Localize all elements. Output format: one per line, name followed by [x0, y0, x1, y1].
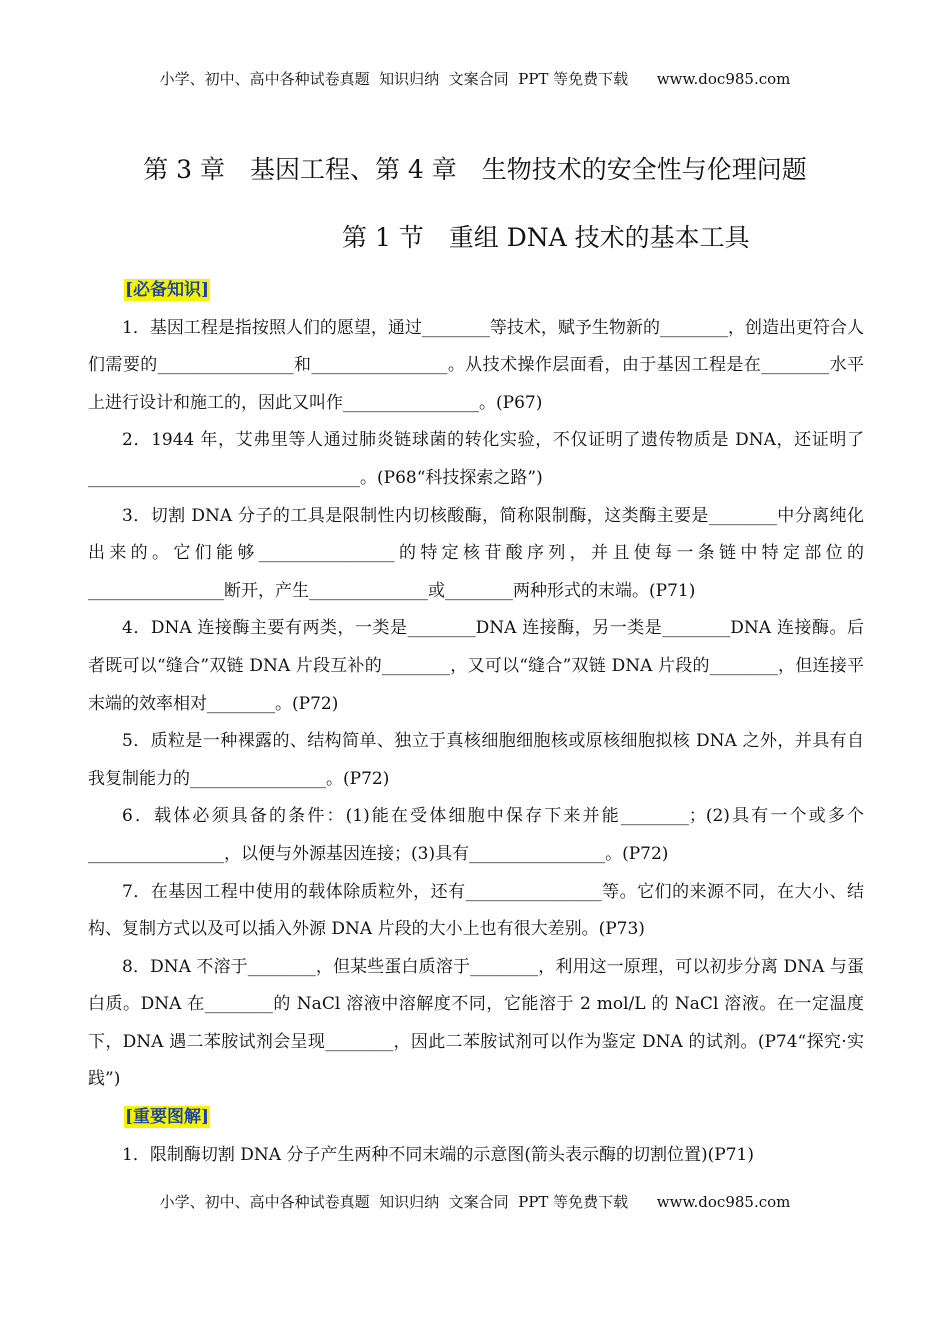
- chapter-title: 第 3 章 基因工程、第 4 章 生物技术的安全性与伦理问题: [143, 155, 807, 184]
- worksheet-body: [88, 272, 864, 1174]
- question-4: 4．DNA 连接酶主要有两类，一类是________DNA 连接酶，另一类是________DNA 连接酶。后者既可以“缝合”双链 DNA 片段互补的________，又可以“缝合”双链 DNA 片段的________，但连接平末端的效率相对________。(P72): [88, 618, 864, 714]
- figure-item-1: 1．限制酶切割 DNA 分子产生两种不同末端的示意图(箭头表示酶的切割位置)(P71): [122, 1144, 755, 1165]
- question-8: 8．DNA 不溶于________，但某些蛋白质溶于________，利用这一原理，可以初步分离 DNA 与蛋白质。DNA 在________的 NaCl 溶液中溶解度不同，它能溶于 2 mol/L 的 NaCl 溶液。在一定温度下，DNA 遇二苯胺试剂会呈现________，因此二苯胺试剂可以作为鉴定 DNA 的试剂。(P74“探究·实践”): [88, 956, 864, 1090]
- section-heading-required-knowledge: [88, 272, 864, 310]
- question-7: 7．在基因工程中使用的载体除质粒外，还有________________等。它们的来源不同，在大小、结构、复制方式以及可以插入外源 DNA 片段的大小上也有很大差别。(P73): [88, 881, 864, 940]
- page-header: 小学、初中、高中各种试卷真题 知识归纳 文案合同 PPT 等免费下载 www.doc985.com: [159, 70, 791, 88]
- question-5: 5．质粒是一种裸露的、结构简单、独立于真核细胞细胞核或原核细胞拟核 DNA 之外，并具有自我复制能力的________________。(P72): [88, 731, 864, 789]
- question-2: 2．1944 年，艾弗里等人通过肺炎链球菌的转化实验，不仅证明了遗传物质是 DNA，还证明了________________________________。(P68“科技探索之路”): [88, 430, 864, 488]
- section-heading-key-figures: [88, 1099, 864, 1137]
- key-figures-tag: [重要图解]: [125, 1107, 210, 1128]
- required-knowledge-tag: [必备知识]: [125, 280, 210, 300]
- page-footer: 小学、初中、高中各种试卷真题 知识归纳 文案合同 PPT 等免费下载 www.doc985.com: [159, 1193, 791, 1211]
- question-6: 6．载体必须具备的条件：(1)能在受体细胞中保存下来并能________；(2)具有一个或多个________________，以便与外源基因连接；(3)具有________________。(P72): [88, 806, 864, 864]
- question-1: 1．基因工程是指按照人们的愿望，通过________等技术，赋予生物新的________，创造出更符合人们需要的________________和________________。从技术操作层面看，由于基因工程是在________水平上进行设计和施工的，因此又叫作________________。(P67): [88, 317, 864, 413]
- section-title: 第 1 节 重组 DNA 技术的基本工具: [342, 223, 750, 252]
- question-3: 3．切割 DNA 分子的工具是限制性内切核酸酶，简称限制酶，这类酶主要是________中分离纯化出来的。它们能够________________的特定核苷酸序列，并且使每一条链中特定部位的________________断开，产生______________或________两种形式的末端。(P71): [88, 505, 864, 601]
